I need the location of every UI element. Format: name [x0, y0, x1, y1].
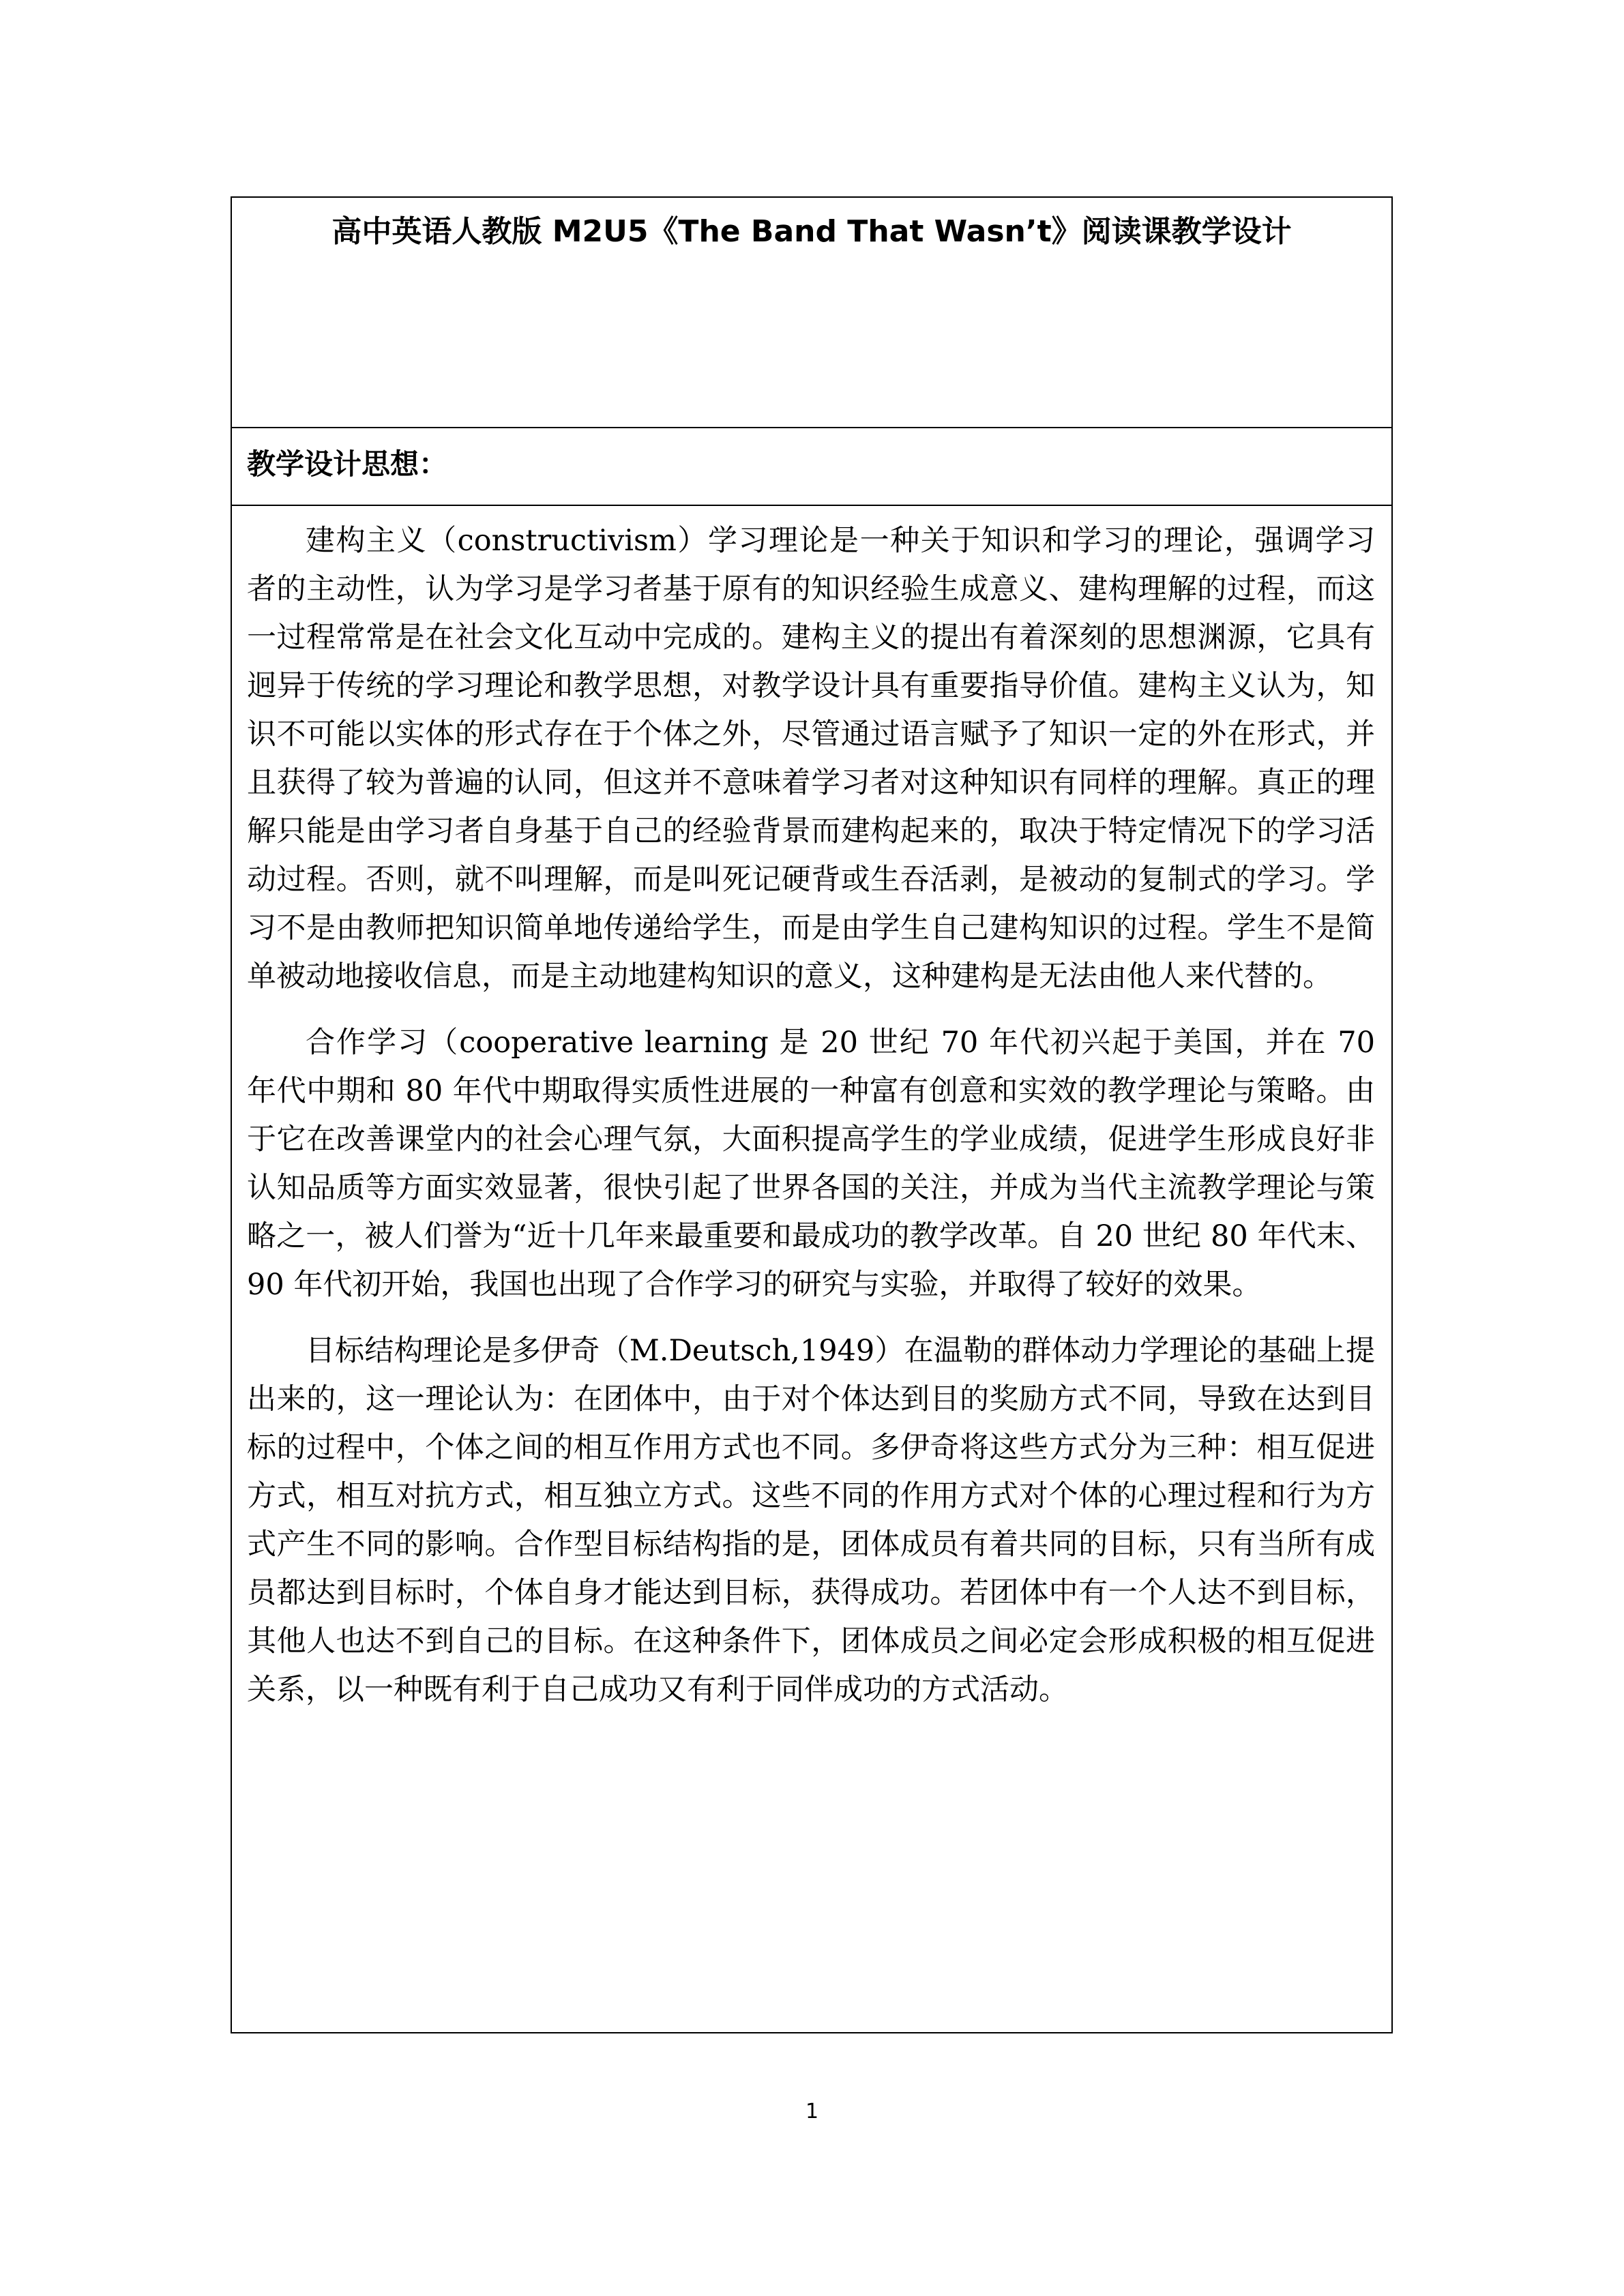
body-text [232, 506, 1391, 1714]
paragraph-cooperative-learning: 合作学习（cooperative learning 是 20 世纪 70 年代初兴起于美国，并在 70 年代中期和 80 年代中期取得实质性进展的一种富有创意和实效的教学理论与策略。由于它在改善课堂内的社会心理气氛，大面积提高学生的学业成绩，促进学生形成良好非认知品质等方面实效显著，很快引起了世界各国的关注，并成为当代主流教学理论与策略之一，被人们誉为“近十几年来最重要和最成功的教学改革。自 20 世纪 80 年代末、90 年代初开始，我国也出现了合作学习的研究与实验，并取得了较好的效果。 [247, 1026, 1375, 1302]
page-number: 1 [805, 2100, 819, 2123]
document-table [231, 196, 1393, 2033]
body-cell [232, 506, 1391, 2032]
title-cell [232, 198, 1391, 428]
section-heading: 教学设计思想： [247, 447, 448, 481]
document-title: 高中英语人教版 M2U5《The Band That Wasn’t》阅读课教学设计 [331, 214, 1292, 249]
heading-cell [232, 428, 1391, 506]
paragraph-constructivism: 建构主义（constructivism）学习理论是一种关于知识和学习的理论，强调学习者的主动性，认为学习是学习者基于原有的知识经验生成意义、建构理解的过程，而这一过程常常是在社会文化互动中完成的。建构主义的提出有着深刻的思想渊源，它具有迥异于传统的学习理论和教学思想，对教学设计具有重要指导价值。建构主义认为，知识不可能以实体的形式存在于个体之外，尽管通过语言赋予了知识一定的外在形式，并且获得了较为普遍的认同，但这并不意味着学习者对这种知识有同样的理解。真正的理解只能是由学习者自身基于自己的经验背景而建构起来的，取决于特定情况下的学习活动过程。否则，就不叫理解，而是叫死记硬背或生吞活剥，是被动的复制式的学习。学习不是由教师把知识简单地传递给学生，而是由学生自己建构知识的过程。学生不是简单被动地接收信息，而是主动地建构知识的意义，这种建构是无法由他人来代替的。 [247, 524, 1375, 994]
paragraph-goal-structure: 目标结构理论是多伊奇（M.Deutsch,1949）在温勒的群体动力学理论的基础上提出来的，这一理论认为：在团体中，由于对个体达到目的奖励方式不同，导致在达到目标的过程中，个体之间的相互作用方式也不同。多伊奇将这些方式分为三种：相互促进方式，相互对抗方式，相互独立方式。这些不同的作用方式对个体的心理过程和行为方式产生不同的影响。合作型目标结构指的是，团体成员有着共同的目标，只有当所有成员都达到目标时，个体自身才能达到目标，获得成功。若团体中有一个人达不到目标，其他人也达不到自己的目标。在这种条件下，团体成员之间必定会形成积极的相互促进关系，以一种既有利于自己成功又有利于同伴成功的方式活动。 [247, 1334, 1375, 1707]
